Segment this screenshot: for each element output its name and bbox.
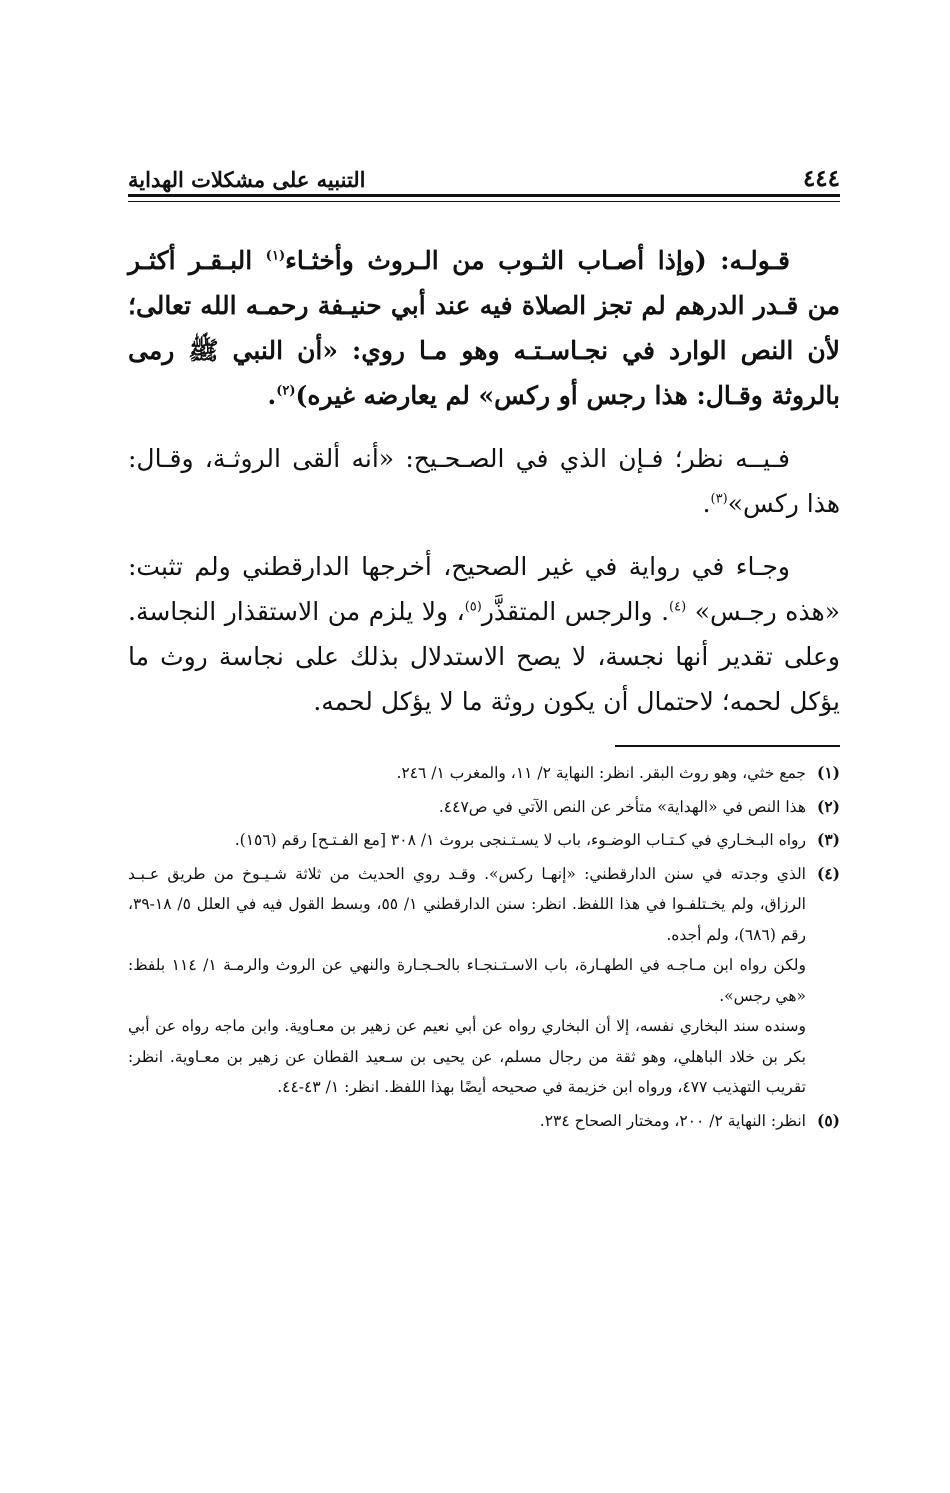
footnote [128,859,840,1103]
paragraph-text: . والرجس المتقذَّر [481,597,670,626]
footnote-marker: (٣) [710,491,728,507]
paragraph-text: . [702,489,711,518]
header-rule-thick [128,194,840,197]
footnote-text: هذا النص في «الهداية» متأخر عن النص الآتي في ص٤٤٧. [438,797,806,816]
paragraph-text: البـقـر أكثـر من قـدر الدرهم لم تجز الصلاة فيه عند أبي حنيـفة رحمـه الله تعالى؛ لأن النص الوارد في نجـاسـتـه وهو مـا روي: «أن النبي ﷺ رمى بالروثة وقـال: هذا رجس أو ركس» لم يعارضه غيره) [128,246,840,410]
footnote-number: (٥) [816,1110,840,1130]
paragraph-text: فـيــه نظر؛ فـإن الذي في الصـحـيح: «أنه ألقى الروثـة، وقـال: هذا ركس» [128,444,840,518]
paragraph-text: وجـاء في رواية في غير الصحيح، أخرجها الدارقطني ولم تثبت: «هذه رجـس» [128,552,840,626]
footnote-marker: (٥) [464,599,482,615]
footnote-text: جمع خثي، وهو روث البقر. انظر: النهاية ٢/ ١١، والمغرب ١/ ٢٤٦. [396,764,806,782]
main-text [128,238,840,742]
footnote-text: الذي وجدته في سنن الدارقطني: «إنهـا ركس». وقـد روي الحديث من ثلاثة شـيـوخ من طريق عـبـد الرزاق، ولم يخـتلفـوا في هذا اللفظ. انظر: سنن الدارقطني ١/ ٥٥، وبسط القول فيه في العلل ٥/ ١٨-٣٩، رقم (٦٨٦)، ولم أجده. [128,864,806,944]
commentary-paragraph [128,436,840,526]
paragraph-text: ، ولا يلزم من الاستقذار النجاسة. وعلى تقدير أنها نجسة، لا يصح الاستدلال بذلك على نجاسة روث ما يؤكل لحمه؛ لاحتمال أن يكون روثة ما لا يؤكل لحمه. [128,597,840,716]
footnote-marker: (٤) [669,599,687,615]
footnote [128,792,840,823]
page-number: ٤٤٤ [802,165,840,192]
footnote-number: (٢) [816,796,840,816]
footnote [128,758,840,789]
footnote [128,1106,840,1137]
footnote-text: رواه البـخـاري في كـتـاب الوضـوء، باب لا يسـتـنجى بروث ١/ ٣٠٨ [مع الفـتـح] رقم (١٥٦). [234,831,806,849]
footnote-separator [615,745,840,747]
footnote-text: انظر: النهاية ٢/ ٢٠٠، ومختار الصحاح ٢٣٤. [539,1111,806,1130]
footnote-text: ولكن رواه ابن مـاجـه في الطهـارة، باب الاسـتـنجـاء بالحـجـارة والنهي عن الروث والرمـة ١/ ١١٤ بلفظ: «هي رجس». [128,956,806,1005]
footnotes [128,758,840,1139]
footnote-marker: (٢) [276,383,296,399]
footnote-number: (١) [816,763,840,782]
footnote-marker: (١) [265,248,286,264]
paragraph-text: . [267,381,277,410]
header-rule-thin [128,201,840,202]
page-header [128,150,840,190]
commentary-paragraph [128,544,840,724]
footnote [128,825,840,856]
footnote-number: (٣) [816,830,840,849]
paragraph-text: قـولـه: (وإذا أصـاب الثـوب من الـروث وأخثـاء [285,246,790,275]
running-title: التنبيه على مشكلات الهداية [128,167,366,192]
footnote-number: (٤) [816,863,840,883]
quoted-paragraph [128,238,840,418]
footnote-text: وسنده سند البخاري نفسه، إلا أن البخاري رواه عن أبي نعيم عن زهير بن معـاوية. وابن ماجه رواه عن أبي بكر بن خلاد الباهلي، وهو ثقة من رجال مسلم، عن يحيى بن سـعيد القطان عن زهير بن معـاوية. انظر: تقريب التهذيب ٤٧٧، ورواه ابن خزيمة في صحيحه أيضًا بهذا اللفظ. انظر: ١/ ٤٣-٤٤. [128,1017,806,1096]
